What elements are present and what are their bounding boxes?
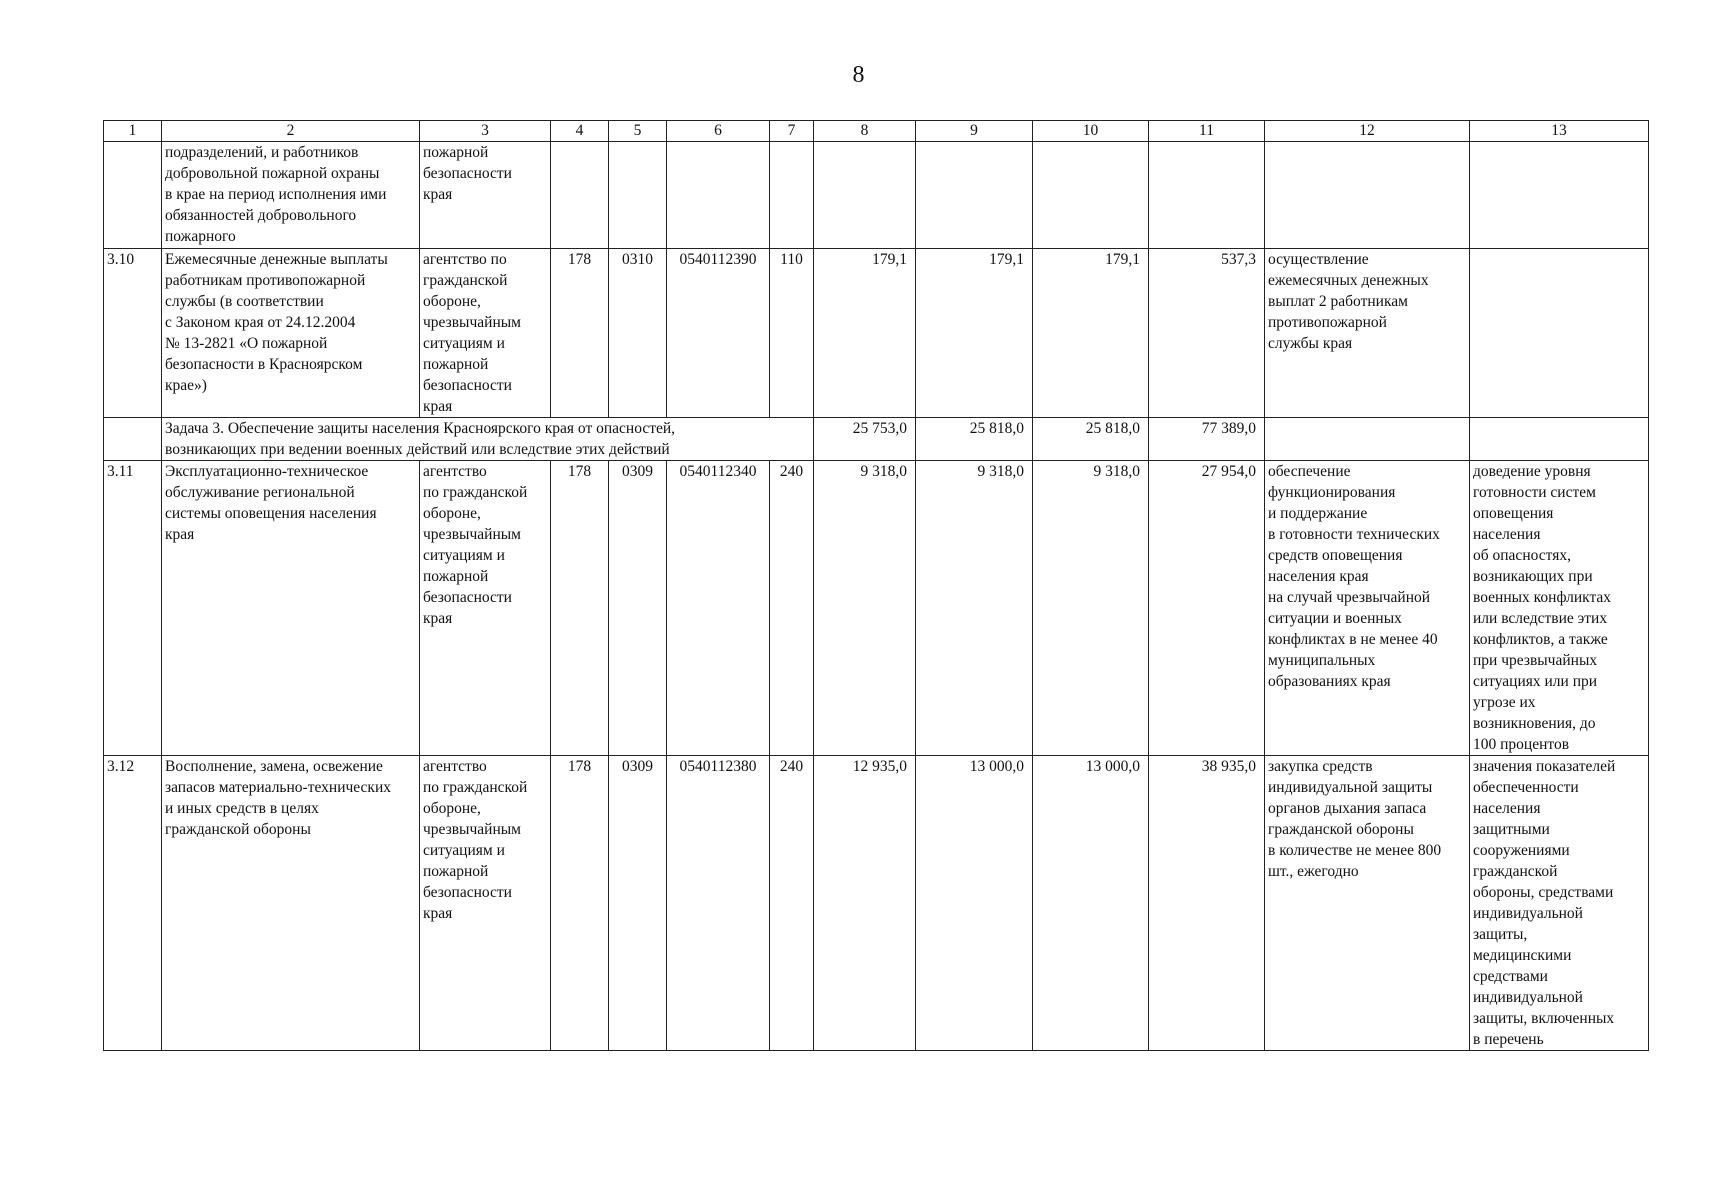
col-header-9: 9 bbox=[916, 121, 1033, 142]
cell-grbs: 178 bbox=[551, 756, 609, 1051]
cell-indicator bbox=[1470, 418, 1649, 461]
col-header-4: 4 bbox=[551, 121, 609, 142]
col-header-1: 1 bbox=[104, 121, 162, 142]
cell-year3: 13 000,0 bbox=[1033, 756, 1149, 1051]
cell-name: подразделений, и работников добровольной пожарной охраны в крае на период исполнения ими обязанностей добровольного пожарного bbox=[162, 142, 420, 249]
cell-empty bbox=[1149, 142, 1265, 249]
col-header-12: 12 bbox=[1265, 121, 1470, 142]
cell-empty bbox=[609, 142, 667, 249]
cell-indicator: значения показателей обеспеченности населения защитными сооружениями гражданской обороны, средствами индивидуальной защиты, медицинскими средствами индивидуальной защиты, включенных в перечень bbox=[1470, 756, 1649, 1051]
cell-grbs: 178 bbox=[551, 249, 609, 418]
cell-grbs: 178 bbox=[551, 461, 609, 756]
cell-num: 3.12 bbox=[104, 756, 162, 1051]
cell-total: 537,3 bbox=[1149, 249, 1265, 418]
cell-year2: 9 318,0 bbox=[916, 461, 1033, 756]
cell-year1: 12 935,0 bbox=[814, 756, 916, 1051]
table-row-continuation bbox=[104, 142, 1649, 249]
cell-csr: 0540112390 bbox=[667, 249, 770, 418]
cell-rzpr: 0310 bbox=[609, 249, 667, 418]
cell-rzpr: 0309 bbox=[609, 461, 667, 756]
cell-year1: 25 753,0 bbox=[814, 418, 916, 461]
cell-year3: 179,1 bbox=[1033, 249, 1149, 418]
cell-agency: агентство по гражданской обороне, чрезвычайным ситуациям и пожарной безопасности края bbox=[420, 249, 551, 418]
cell-vr: 110 bbox=[770, 249, 814, 418]
col-header-2: 2 bbox=[162, 121, 420, 142]
cell-vr: 240 bbox=[770, 461, 814, 756]
cell-result: закупка средств индивидуальной защиты органов дыхания запаса гражданской обороны в количестве не менее 800 шт., ежегодно bbox=[1265, 756, 1470, 1051]
cell-empty bbox=[770, 142, 814, 249]
cell-result: обеспечение функционирования и поддержание в готовности технических средств оповещения населения края на случай чрезвычайной ситуации и военных конфликтах в не менее 40 муниципальных образованиях края bbox=[1265, 461, 1470, 756]
cell-agency: пожарной безопасности края bbox=[420, 142, 551, 249]
cell-empty bbox=[1033, 142, 1149, 249]
page-number: 8 bbox=[852, 62, 865, 88]
cell-indicator: доведение уровня готовности систем оповещения населения об опасностях, возникающих при военных конфликтах или вследствие этих конфликтов, а также при чрезвычайных ситуациях или при угрозе их возникновения, до 100 процентов bbox=[1470, 461, 1649, 756]
cell-result bbox=[1265, 418, 1470, 461]
cell-indicator bbox=[1470, 249, 1649, 418]
cell-num bbox=[104, 418, 162, 461]
cell-year1: 179,1 bbox=[814, 249, 916, 418]
cell-empty bbox=[1265, 142, 1470, 249]
cell-total: 77 389,0 bbox=[1149, 418, 1265, 461]
cell-year2: 179,1 bbox=[916, 249, 1033, 418]
cell-year3: 25 818,0 bbox=[1033, 418, 1149, 461]
cell-agency: агентство по гражданской обороне, чрезвычайным ситуациям и пожарной безопасности края bbox=[420, 461, 551, 756]
col-header-10: 10 bbox=[1033, 121, 1149, 142]
cell-name: Ежемесячные денежные выплаты работникам противопожарной службы (в соответствии с Законом края от 24.12.2004 № 13-2821 «О пожарной безопасности в Красноярском крае») bbox=[162, 249, 420, 418]
table-row-3-11 bbox=[104, 461, 1649, 756]
program-table bbox=[103, 120, 1649, 1051]
task-3-title: Задача 3. Обеспечение защиты населения Красноярского края от опасностей, возникающих при ведении военных действий или вследствие этих действий bbox=[162, 418, 814, 461]
cell-year3: 9 318,0 bbox=[1033, 461, 1149, 756]
table-row-3-10 bbox=[104, 249, 1649, 418]
cell-year2: 13 000,0 bbox=[916, 756, 1033, 1051]
cell-year1: 9 318,0 bbox=[814, 461, 916, 756]
cell-empty bbox=[1470, 142, 1649, 249]
cell-num: 3.10 bbox=[104, 249, 162, 418]
cell-rzpr: 0309 bbox=[609, 756, 667, 1051]
col-header-3: 3 bbox=[420, 121, 551, 142]
cell-year2: 25 818,0 bbox=[916, 418, 1033, 461]
cell-empty bbox=[814, 142, 916, 249]
cell-num bbox=[104, 142, 162, 249]
cell-agency: агентство по гражданской обороне, чрезвычайным ситуациям и пожарной безопасности края bbox=[420, 756, 551, 1051]
col-header-8: 8 bbox=[814, 121, 916, 142]
cell-total: 38 935,0 bbox=[1149, 756, 1265, 1051]
cell-result: осуществление ежемесячных денежных выплат 2 работникам противопожарной службы края bbox=[1265, 249, 1470, 418]
col-header-5: 5 bbox=[609, 121, 667, 142]
col-header-7: 7 bbox=[770, 121, 814, 142]
cell-vr: 240 bbox=[770, 756, 814, 1051]
cell-total: 27 954,0 bbox=[1149, 461, 1265, 756]
cell-csr: 0540112340 bbox=[667, 461, 770, 756]
cell-empty bbox=[916, 142, 1033, 249]
header-row bbox=[104, 121, 1649, 142]
col-header-11: 11 bbox=[1149, 121, 1265, 142]
col-header-13: 13 bbox=[1470, 121, 1649, 142]
cell-name: Эксплуатационно-техническое обслуживание региональной системы оповещения населения края bbox=[162, 461, 420, 756]
cell-name: Восполнение, замена, освежение запасов материально-технических и иных средств в целях гражданской обороны bbox=[162, 756, 420, 1051]
cell-empty bbox=[667, 142, 770, 249]
cell-empty bbox=[551, 142, 609, 249]
table-row-3-12 bbox=[104, 756, 1649, 1051]
cell-num: 3.11 bbox=[104, 461, 162, 756]
cell-csr: 0540112380 bbox=[667, 756, 770, 1051]
table-row-task-3 bbox=[104, 418, 1649, 461]
col-header-6: 6 bbox=[667, 121, 770, 142]
